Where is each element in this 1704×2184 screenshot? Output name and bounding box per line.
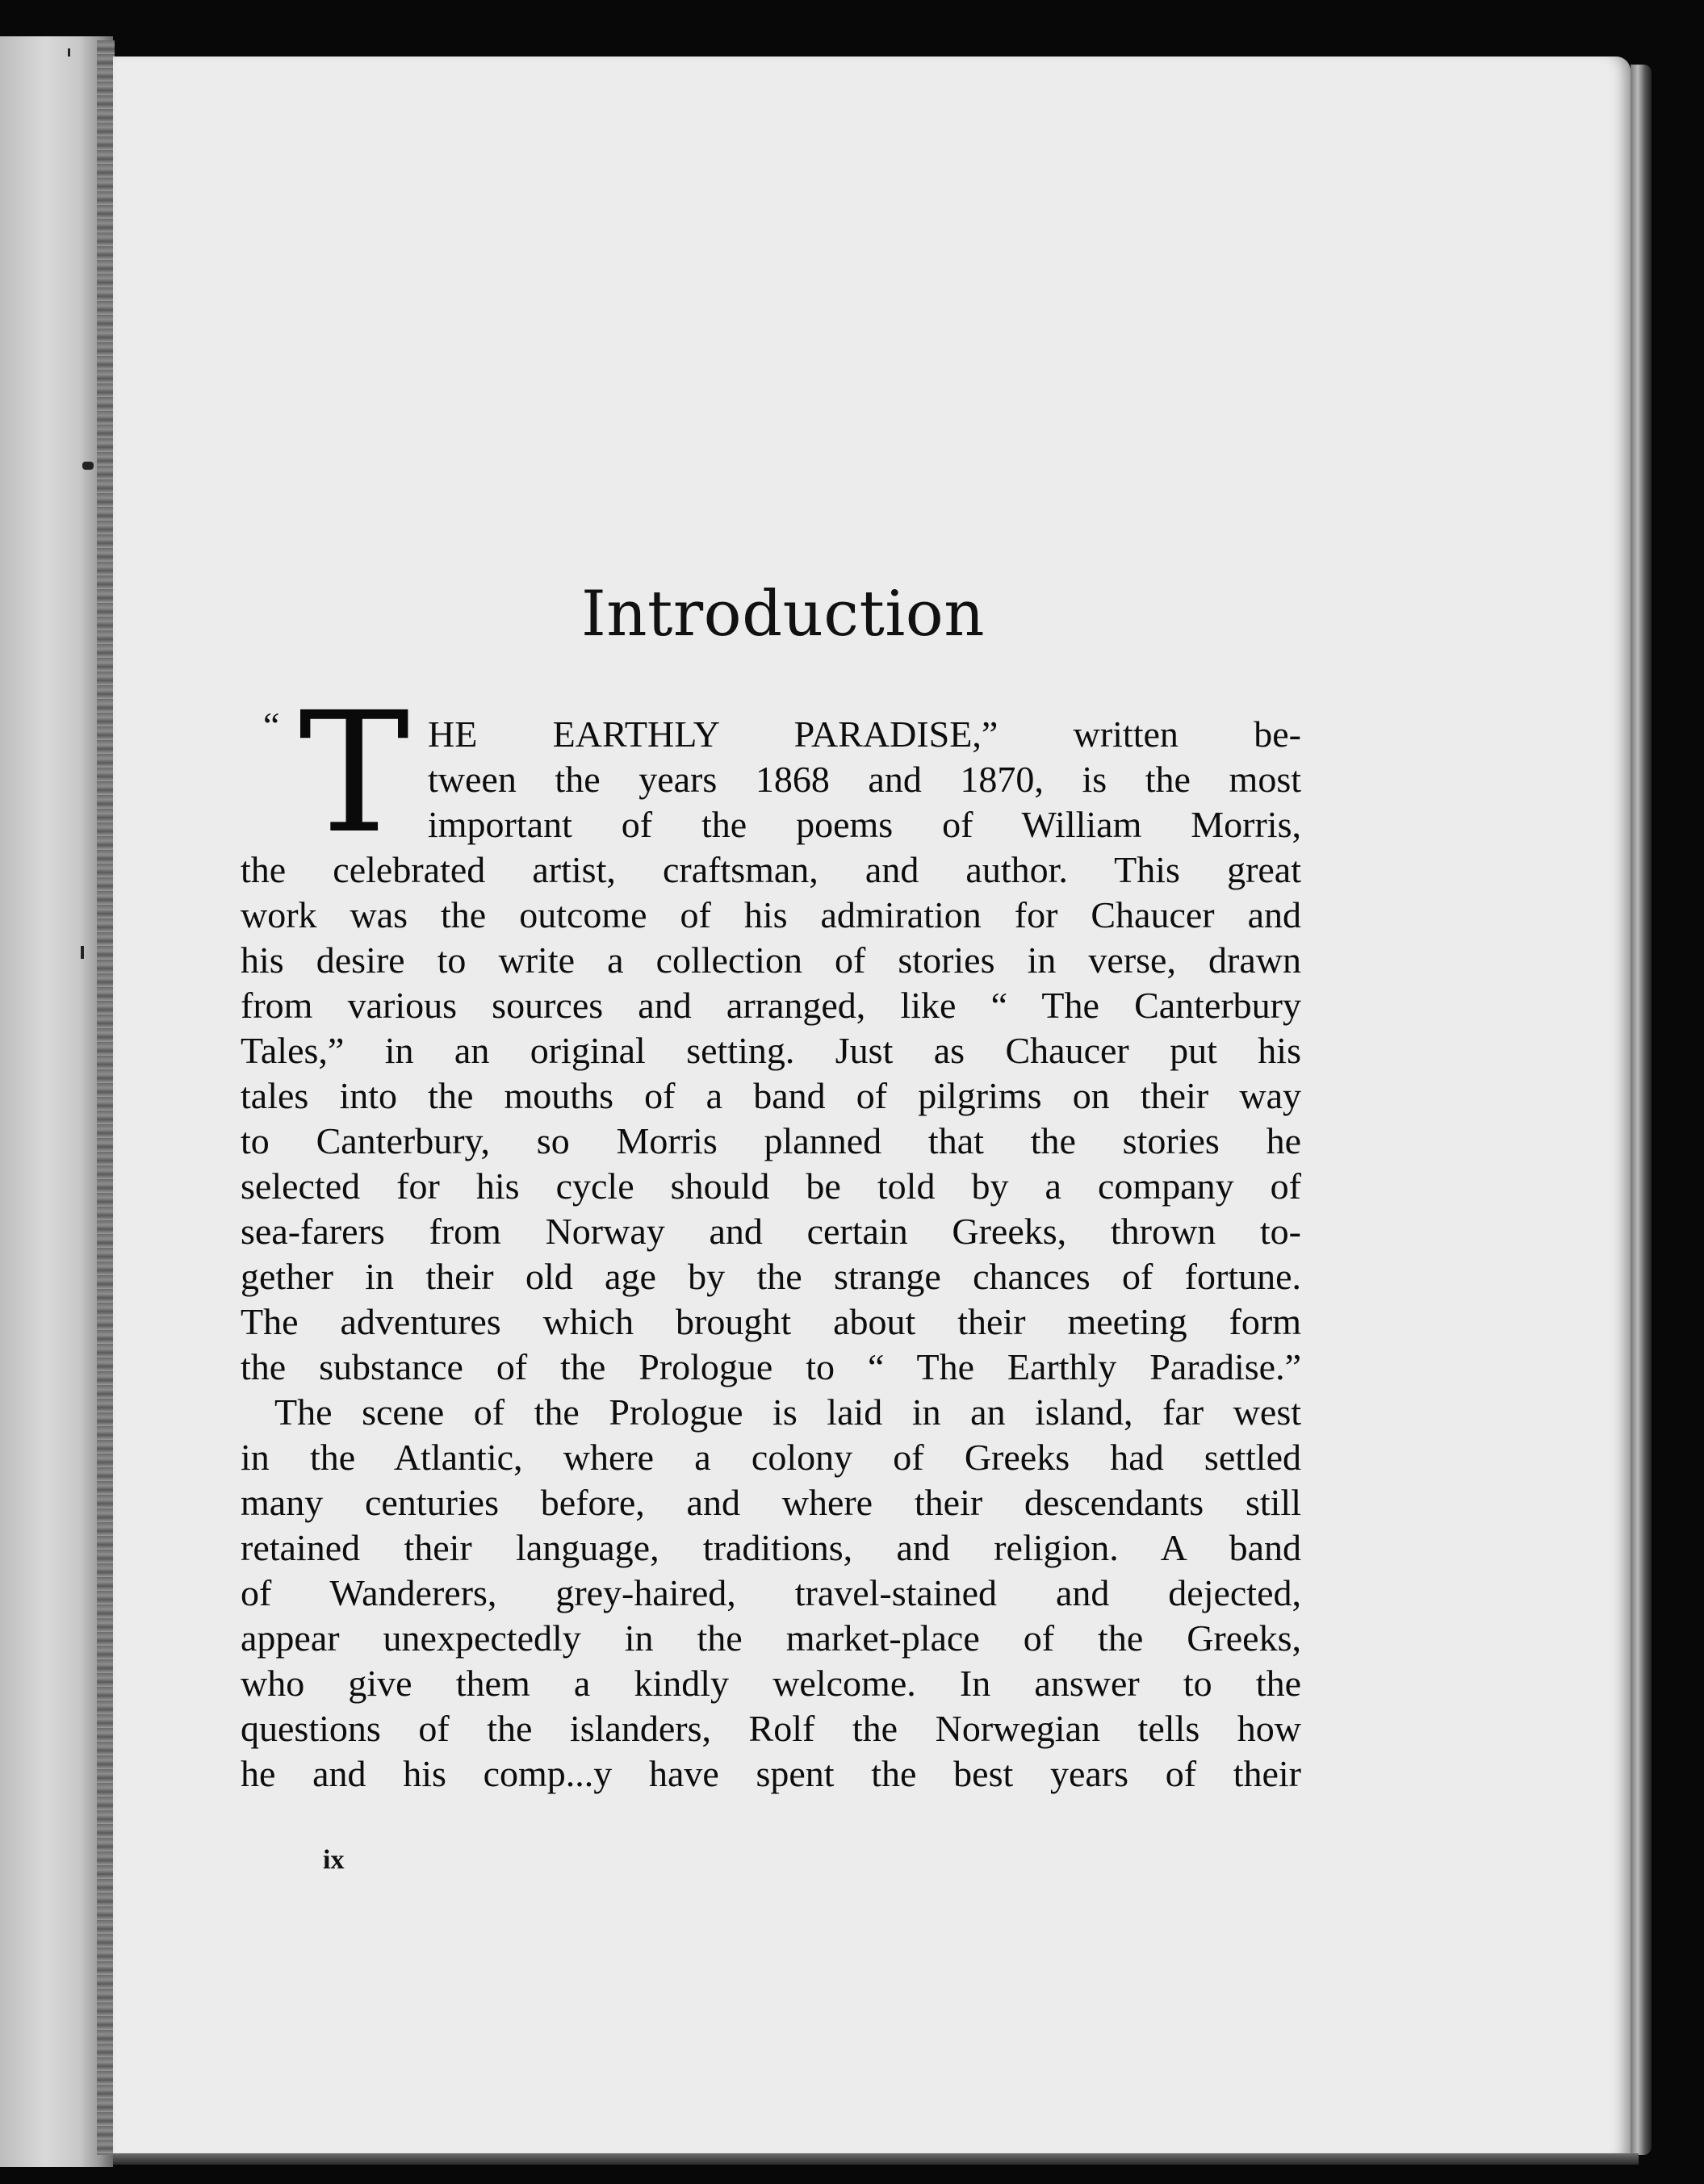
text-line: sea-farers from Norway and certain Greeks, thrown to- xyxy=(241,1211,1301,1252)
text-line: to Canterbury, so Morris planned that the stories he xyxy=(241,1120,1301,1161)
bottom-page-edge xyxy=(113,2153,1639,2165)
body-text xyxy=(241,712,1301,1797)
text-line: work was the outcome of his admiration for Chaucer and xyxy=(241,894,1301,935)
text-line: the celebrated artist, craftsman, and author. This great xyxy=(241,849,1301,890)
text-line: from various sources and arranged, like “ The Canterbury xyxy=(241,985,1301,1026)
chapter-title: Introduction xyxy=(581,578,985,651)
paragraph-2 xyxy=(241,1390,1301,1797)
text-line: who give them a kindly welcome. In answer to the xyxy=(241,1663,1301,1704)
page-number: ix xyxy=(323,1845,345,1875)
text-line: retained their language, traditions, and religion. A band xyxy=(241,1527,1301,1568)
text-line: he and his comp...y have spent the best years of their xyxy=(241,1753,1301,1794)
text-line: The scene of the Prologue is laid in an island, far west xyxy=(274,1391,1301,1433)
text-line: tales into the mouths of a band of pilgrims on their way xyxy=(241,1075,1301,1116)
text-line: his desire to write a collection of stories in verse, drawn xyxy=(241,939,1301,981)
book-gutter xyxy=(97,40,115,2155)
text-line: gether in their old age by the strange chances of fortune. xyxy=(241,1256,1301,1297)
text-line: questions of the islanders, Rolf the Norwegian tells how xyxy=(241,1708,1301,1749)
text-line: in the Atlantic, where a colony of Greeks had settled xyxy=(241,1437,1301,1478)
text-line: The adventures which brought about their meeting form xyxy=(241,1301,1301,1342)
text-line: appear unexpectedly in the market-place of the Greeks, xyxy=(241,1617,1301,1659)
paragraph-1 xyxy=(241,712,1301,1390)
text-line: important of the poems of William Morris, xyxy=(428,804,1301,845)
text-line: HE EARTHLY PARADISE,” written be- xyxy=(428,713,1301,755)
opening-quote-mark: “ xyxy=(263,705,280,746)
text-line: of Wanderers, grey-haired, travel-stained and dejected, xyxy=(241,1572,1301,1613)
margin-speck xyxy=(81,946,84,959)
text-line: the substance of the Prologue to “ The Earthly Paradise.” xyxy=(241,1346,1301,1387)
left-page-edge xyxy=(0,36,113,2167)
drop-cap-letter: T xyxy=(299,676,410,870)
right-page-edge xyxy=(1631,65,1652,2155)
text-line: selected for his cycle should be told by a company of xyxy=(241,1165,1301,1207)
text-line: Tales,” in an original setting. Just as Chaucer put his xyxy=(241,1030,1301,1071)
margin-speck xyxy=(68,48,70,56)
margin-speck xyxy=(82,462,94,470)
text-line: tween the years 1868 and 1870, is the most xyxy=(428,759,1301,800)
text-line: many centuries before, and where their descendants still xyxy=(241,1482,1301,1523)
